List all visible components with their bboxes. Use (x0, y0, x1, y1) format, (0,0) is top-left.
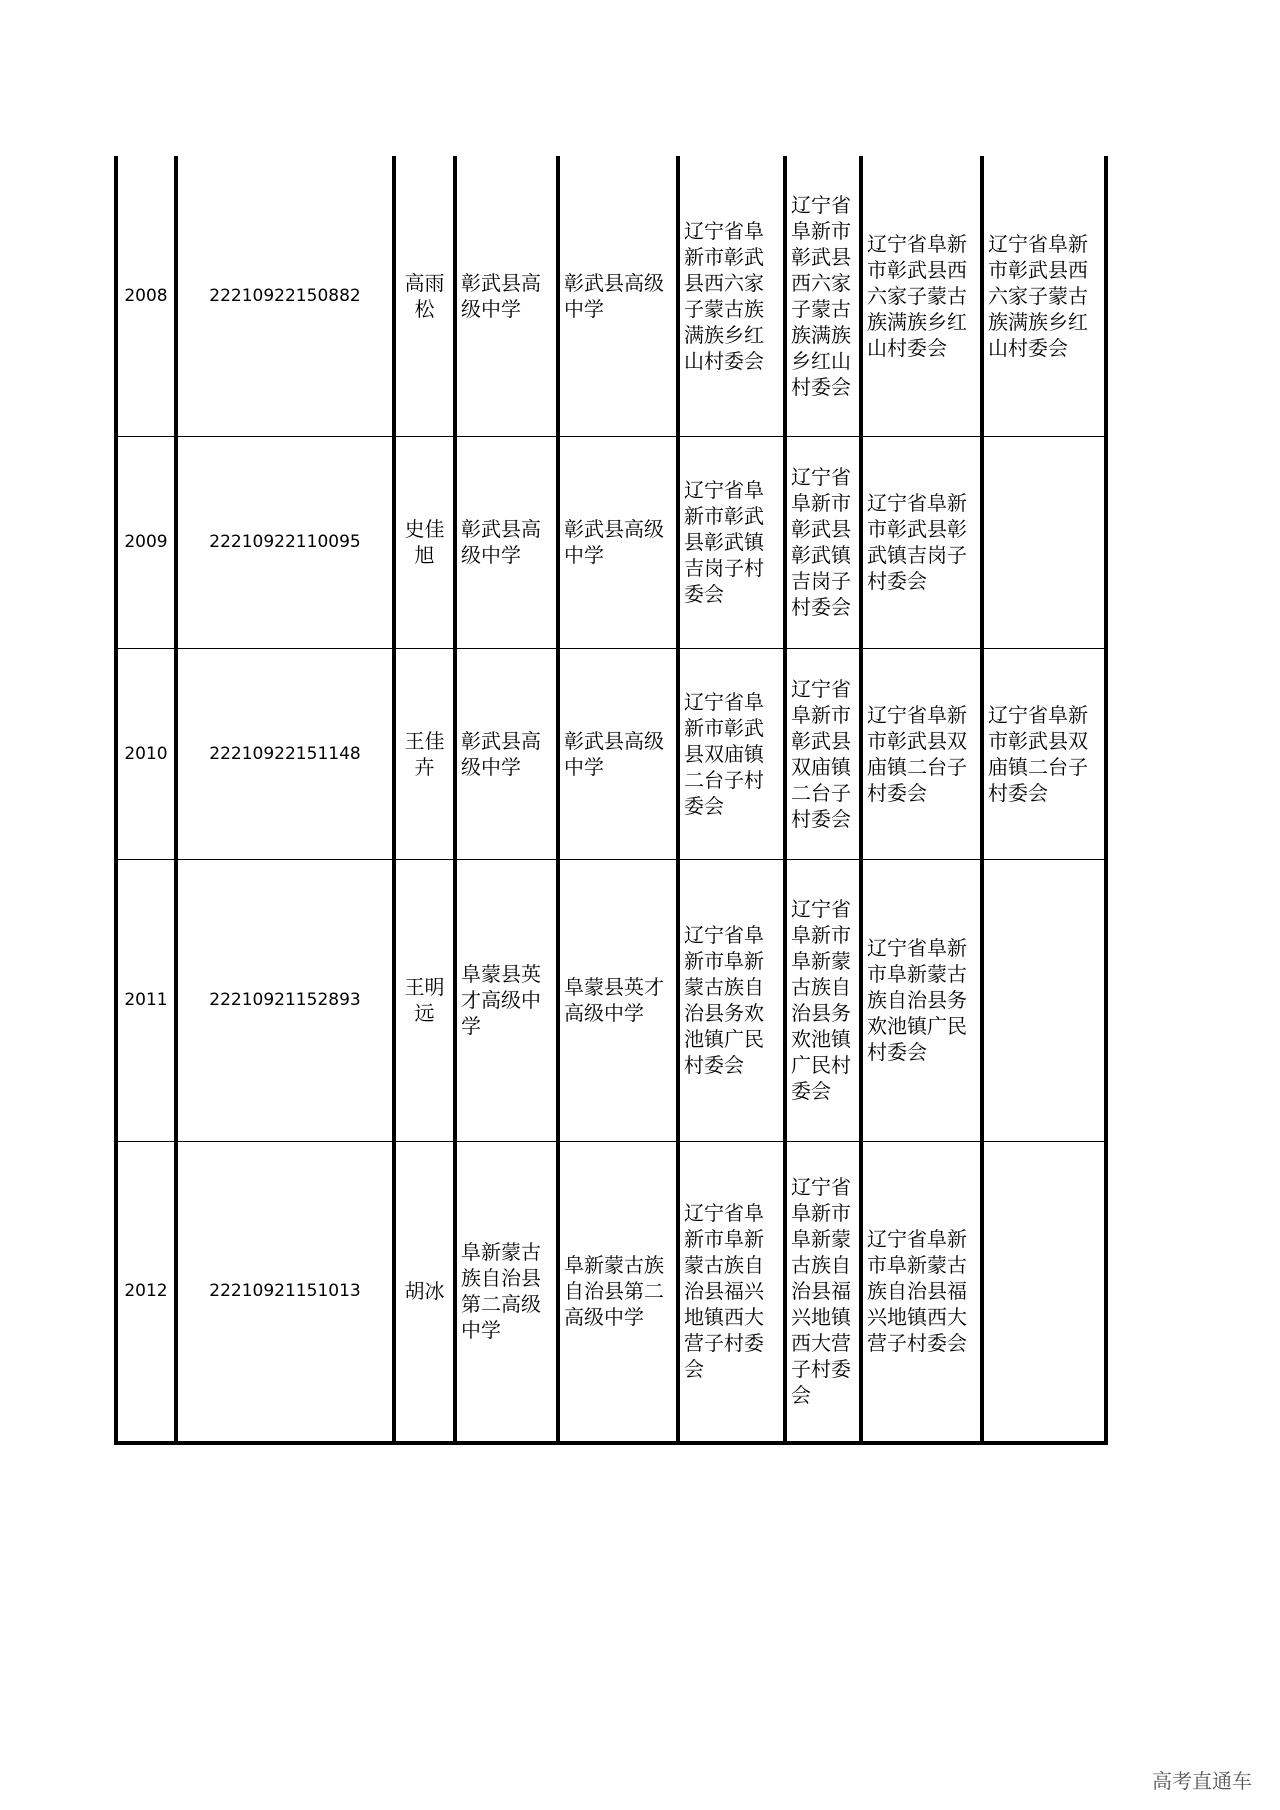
address-4 (982, 1141, 1106, 1443)
address-3: 辽宁省阜新市彰武县彰武镇吉岗子村委会 (861, 436, 982, 648)
address-3: 辽宁省阜新市阜新蒙古族自治县福兴地镇西大营子村委会 (861, 1141, 982, 1443)
candidate-name: 王明远 (394, 859, 455, 1141)
table-row (116, 1141, 1106, 1443)
address-2: 辽宁省阜新市彰武县西六家子蒙古族满族乡红山村委会 (785, 156, 861, 436)
address-2: 辽宁省阜新市彰武县彰武镇吉岗子村委会 (785, 436, 861, 648)
table-row (116, 648, 1106, 859)
address-1: 辽宁省阜新市阜新蒙古族自治县务欢池镇广民村委会 (678, 859, 785, 1141)
candidate-table (114, 156, 1108, 1445)
address-2: 辽宁省阜新市阜新蒙古族自治县务欢池镇广民村委会 (785, 859, 861, 1141)
address-1: 辽宁省阜新市阜新蒙古族自治县福兴地镇西大营子村委会 (678, 1141, 785, 1443)
address-3: 辽宁省阜新市彰武县西六家子蒙古族满族乡红山村委会 (861, 156, 982, 436)
watermark-text: 高考直通车 (1152, 1769, 1252, 1793)
graduated-school: 彰武县高级中学 (558, 436, 678, 648)
candidate-name: 王佳卉 (394, 648, 455, 859)
row-seq: 2010 (116, 648, 176, 859)
candidate-id: 22210922150882 (176, 156, 394, 436)
address-4: 辽宁省阜新市彰武县西六家子蒙古族满族乡红山村委会 (982, 156, 1106, 436)
school-name: 彰武县高级中学 (455, 436, 558, 648)
candidate-id: 22210921152893 (176, 859, 394, 1141)
table-row (116, 436, 1106, 648)
candidate-id: 22210922151148 (176, 648, 394, 859)
candidate-id: 22210921151013 (176, 1141, 394, 1443)
address-4 (982, 436, 1106, 648)
candidate-name: 高雨松 (394, 156, 455, 436)
graduated-school: 彰武县高级中学 (558, 156, 678, 436)
address-3: 辽宁省阜新市彰武县双庙镇二台子村委会 (861, 648, 982, 859)
address-2: 辽宁省阜新市彰武县双庙镇二台子村委会 (785, 648, 861, 859)
address-2: 辽宁省阜新市阜新蒙古族自治县福兴地镇西大营子村委会 (785, 1141, 861, 1443)
row-seq: 2011 (116, 859, 176, 1141)
candidate-name: 史佳旭 (394, 436, 455, 648)
table-row (116, 859, 1106, 1141)
row-seq: 2012 (116, 1141, 176, 1443)
address-4 (982, 859, 1106, 1141)
school-name: 阜蒙县英才高级中学 (455, 859, 558, 1141)
school-name: 彰武县高级中学 (455, 156, 558, 436)
table-row (116, 156, 1106, 436)
graduated-school: 阜新蒙古族自治县第二高级中学 (558, 1141, 678, 1443)
address-1: 辽宁省阜新市彰武县彰武镇吉岗子村委会 (678, 436, 785, 648)
address-3: 辽宁省阜新市阜新蒙古族自治县务欢池镇广民村委会 (861, 859, 982, 1141)
row-seq: 2008 (116, 156, 176, 436)
school-name: 阜新蒙古族自治县第二高级中学 (455, 1141, 558, 1443)
row-seq: 2009 (116, 436, 176, 648)
graduated-school: 彰武县高级中学 (558, 648, 678, 859)
candidate-name: 胡冰 (394, 1141, 455, 1443)
school-name: 彰武县高级中学 (455, 648, 558, 859)
address-1: 辽宁省阜新市彰武县双庙镇二台子村委会 (678, 648, 785, 859)
address-1: 辽宁省阜新市彰武县西六家子蒙古族满族乡红山村委会 (678, 156, 785, 436)
graduated-school: 阜蒙县英才高级中学 (558, 859, 678, 1141)
address-4: 辽宁省阜新市彰武县双庙镇二台子村委会 (982, 648, 1106, 859)
candidate-id: 22210922110095 (176, 436, 394, 648)
